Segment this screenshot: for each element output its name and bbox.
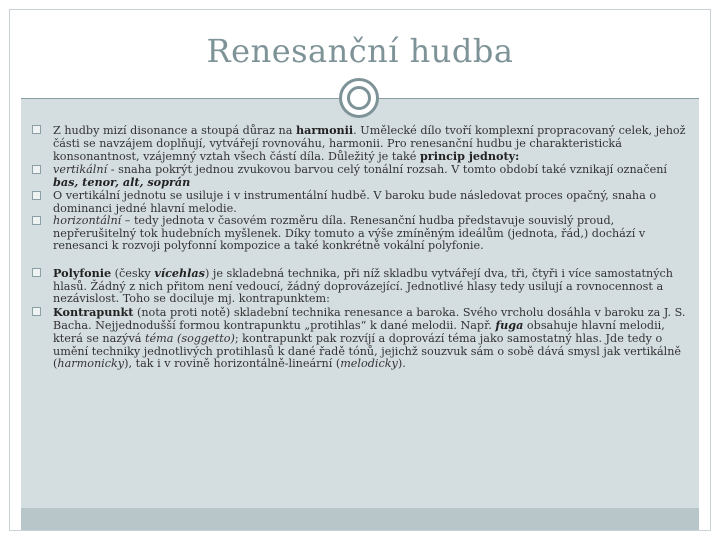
text-run: ), tak i v rovině horizontálně-lineární (	[124, 357, 341, 371]
bold-term: Kontrapunkt	[53, 304, 134, 319]
italic-term: horizontální	[53, 214, 122, 228]
list-item	[32, 124, 692, 164]
square-bullet-icon	[32, 307, 41, 316]
italic-term: vertikální	[53, 162, 108, 176]
list-item	[32, 306, 692, 371]
text-run: (nota proti notě) skladební technika renesance a baroka. Svého vrcholu dosáhla v baroku za J. S. Bacha. Nejjednodušší formou kontrapunktu „protihlas“ k dané melodii. Např.	[53, 305, 686, 333]
bold-italic-term: vícehlas	[154, 265, 205, 280]
square-bullet-icon	[32, 191, 41, 200]
bullet-list	[32, 124, 692, 371]
bold-italic-term: fuga	[495, 318, 524, 333]
square-bullet-icon	[32, 216, 41, 225]
text-run: ) je skladebná technika, při níž skladbu vytvářejí dva, tři, čtyři i více samostatných hlasů. Žádný z nich přitom není vedoucí, žádný doprovázející. Jednotlivé hlasy tedy usilují a rovnocennost a nezávislost. Toho se dociluje mj. kontrapunktem:	[53, 266, 674, 306]
square-bullet-icon	[32, 125, 41, 134]
text-run: Z hudby mizí disonance a stoupá důraz na	[53, 124, 296, 137]
text-run: - snaha pokrýt jednou zvukovou barvou celý tonální rozsah. V tomto období také vznikají označení	[107, 162, 667, 176]
slide-title: Renesanční hudba	[206, 32, 514, 70]
list-item	[32, 190, 692, 215]
list-item	[32, 215, 692, 253]
text-run: ).	[397, 357, 406, 371]
text-run: . Umělecké dílo tvoří komplexní propracovaný celek, jehož části se navzájem doplňují, vytvářejí rovnováhu, harmonii. Pro renesanční hudbu je charakteristická konsonantnost, vzájemný vztah všech částí díla. Důležitý je také	[53, 124, 686, 164]
bold-term: princip jednoty:	[419, 149, 520, 164]
text-run: obsahuje hlavní melodii, která se nazývá	[53, 319, 665, 345]
text-run: O vertikální jednotu se usiluje i v instrumentální hudbě. V baroku bude následovat proces opačný, snaha o dominanci jedné hlavní melodie.	[53, 188, 657, 215]
content-panel-footer-strip	[21, 508, 699, 530]
square-bullet-icon	[32, 165, 41, 174]
italic-term: melodicky	[340, 357, 398, 371]
text-run: – tedy jednota v časovém rozměru díla. Renesanční hudba představuje souvislý proud, nepřerušitelný tok hudebních myšlenek. Díky tomuto a výše zmíněným ideálům (jednota, řád,) dochází v renesanci k rozvoji polyfonní kompozice a také konkrétně vokální polyfonie.	[53, 214, 646, 253]
square-bullet-icon	[32, 268, 41, 277]
italic-term: harmonicky	[57, 357, 125, 371]
list-item	[32, 164, 692, 190]
bold-term: Polyfonie	[53, 265, 112, 280]
italic-term: téma (soggetto)	[145, 331, 235, 345]
text-run: (česky	[111, 266, 155, 280]
decorative-circle-icon	[339, 78, 379, 118]
bold-term: harmonii	[295, 123, 354, 137]
bold-italic-term: bas, tenor, alt, soprán	[53, 175, 191, 190]
list-item	[32, 267, 692, 306]
text-run: ; kontrapunkt pak rozvíjí a doprovází téma jako samostatný hlas. Jde tedy o umění techniky jednotlivých protihlasů k dané řadě tónů, jejichž souzvuk sám o sobě dává smysl jak vertikálně (	[53, 331, 682, 371]
